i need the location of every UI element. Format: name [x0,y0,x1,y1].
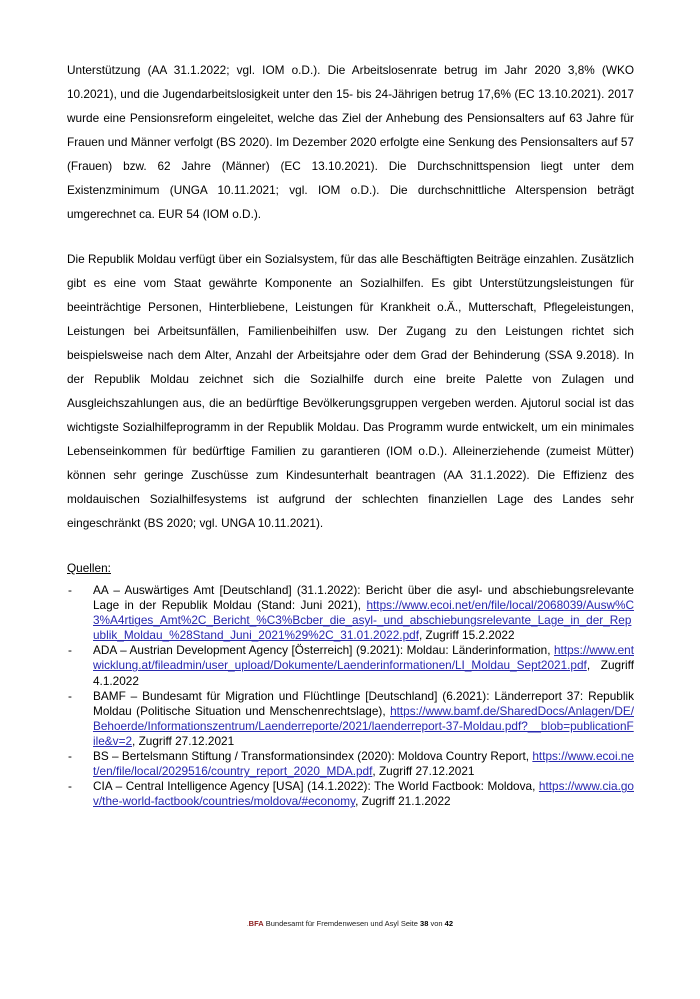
source-item [67,643,634,688]
footer-org-text: Bundesamt für Fremdenwesen und Asyl [265,919,399,928]
footer-page-label: Seite [400,919,418,928]
body-paragraph-2: Die Republik Moldau verfügt über ein Sozialsystem, für das alle Beschäftigten Beiträge einzahlen. Zusätzlich gibt es eine vom Staat gewährte Komponente an Sozialhilfen. Es gibt Unterstützungsleistungen für beeinträchtige Personen, Hinterbliebene, Leistungen für Krankheit o.Ä., Mutterschaft, Pflegeleistungen, Leistungen bei Arbeitsunfällen, Familienbeihilfen usw. Der Zugang zu den Leistungen richtet sich beispielsweise nach dem Alter, Anzahl der Arbeitsjahre oder dem Grad der Behinderung (SSA 9.2018). In der Republik Moldau zeichnet sich die Sozialhilfe durch eine breite Palette von Zulagen und Ausgleichszahlungen aus, die an bedürftige Bevölkerungsgruppen vergeben werden. Ajutorul social ist das wichtigste Sozialhilfeprogramm in der Republik Moldau. Das Programm wurde entwickelt, um ein minimales Lebenseinkommen für bedürftige Familien zu garantieren (IOM o.D.). Alleinerziehende (zumeist Mütter) können sehr geringe Zuschüsse zum Kindesunterhalt beantragen (AA 31.1.2022). Die Effizienz des moldauischen Sozialhilfesystems ist aufgrund der schlechten finanziellen Lage des Landes sehr eingeschränkt (BS 2020; vgl. UNGA 10.11.2021). [67,252,634,530]
page-content [67,58,634,809]
source-item [67,689,634,749]
body-paragraph-1: Unterstützung (AA 31.1.2022; vgl. IOM o.D.). Die Arbeitslosenrate betrug im Jahr 2020 3,8% (WKO 10.2021), und die Jugendarbeitslosigkeit unter den 15- bis 24-Jährigen betrug 17,6% (EC 13.10.2021). 2017 wurde eine Pensionsreform eingeleitet, welche das Ziel der Anhebung des Pensionsalters auf 63 Jahre für Frauen und Männer verfolgt (BS 2020). Im Dezember 2020 erfolgte eine Senkung des Pensionsalters auf 57 (Frauen) bzw. 62 Jahre (Männer) (EC 13.10.2021). Die Durchschnittspension liegt unter dem Existenzminimum (UNGA 10.11.2021; vgl. IOM o.D.). Die durchschnittliche Alterspension beträgt umgerechnet ca. EUR 54 (IOM o.D.). [67,63,634,221]
bullet-dash: - [68,749,72,764]
footer-of-label: von [430,919,443,928]
bfa-logo-mark: . [246,922,249,928]
sources-list [67,583,634,809]
source-link[interactable]: https://www.ecoi.net/en/file/local/2029516/country_report_2020_MDA.pdf [93,749,634,779]
page-footer [0,919,700,930]
source-citation-text: ADA – Austrian Development Agency [Österreich] (9.2021): Moldau: Länderinformation, [93,643,554,658]
bullet-dash: - [68,643,72,658]
source-citation-text: AA – Auswärtiges Amt [Deutschland] (31.1.2022): Bericht über die asyl- und abschiebungsrelevante Lage in der Republik Moldau (Stand: Juni 2021), [93,583,634,613]
source-citation-text: CIA – Central Intelligence Agency [USA] (14.1.2022): The World Factbook: Moldova, [93,779,539,794]
sources-heading-row [67,561,634,576]
bullet-dash: - [68,779,72,794]
bullet-dash: - [68,583,72,597]
source-item [67,583,634,643]
sources-heading: Quellen: [67,561,111,575]
bfa-logo: BFA [248,919,264,928]
bullet-dash: - [68,688,72,703]
source-access-text: , Zugriff 15.2.2022 [418,628,515,643]
source-citation-text: BS – Bertelsmann Stiftung / Transformationsindex (2020): Moldova Country Report, [93,749,533,764]
source-link[interactable]: https://www.bamf.de/SharedDocs/Anlagen/DE/Behoerde/Informationszentrum/Laenderreporte/2021/laenderreport-37-Moldau.pdf?__blob=publicationFile&v=2 [93,703,634,748]
source-citation-text: BAMF – Bundesamt für Migration und Flüchtlinge [Deutschland] (6.2021): Länderreport 37: Republik Moldau (Politische Situation und Menschenrechtslage), [93,688,634,718]
source-link[interactable]: https://www.entwicklung.at/fileadmin/user_upload/Dokumente/Laenderinformationen/LI_Moldau_Sept2021.pdf [93,643,634,673]
source-access-text: , Zugriff 21.1.2022 [355,794,451,809]
source-access-text: , Zugriff 4.1.2022 [93,658,634,688]
source-item [67,779,634,809]
source-access-text: , Zugriff 27.12.2021 [372,764,475,779]
source-link[interactable]: https://www.cia.gov/the-world-factbook/countries/moldova/#economy [93,779,634,809]
source-access-text: , Zugriff 27.12.2021 [132,733,235,748]
footer-page-total: 42 [444,919,454,928]
source-link[interactable]: https://www.ecoi.net/en/file/local/2068039/Ausw%C3%A4rtiges_Amt%2C_Bericht_%C3%Bcber_die_asyl-_und_abschiebungsrelevante_Lage_in_der_Republik_Moldau_%28Stand_Juni_2021%29%2C_31.01.2022.pdf [93,598,634,643]
footer-page-current: 38 [420,919,429,928]
source-item [67,749,634,779]
